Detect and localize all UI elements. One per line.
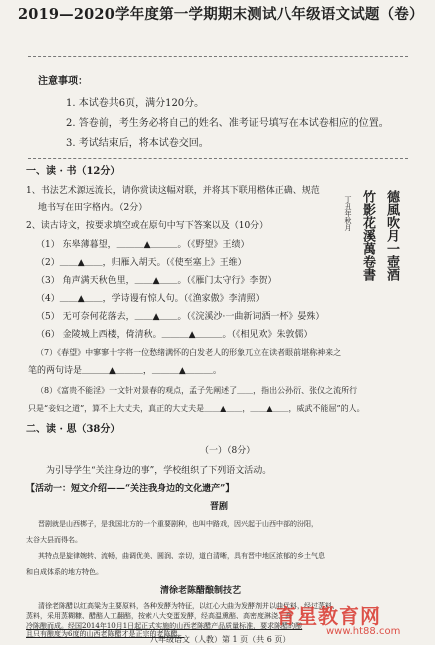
exam-title: 2019—2020学年度第一学期期末测试八年级语文试题（卷） [18,6,424,23]
article-1-line: 其特点是旋律婉转、流畅，曲调优美、圆润、亲切，道白清晰，具有晋中地区浓郁的乡土气息 [38,552,325,560]
section1-heading: 一、读 · 书（12分） [26,166,121,177]
watermark-logo: 育星教育网 [276,604,381,628]
question-1-line: 1、书法艺术源远流长，请你赏读这幅对联，并将其下联用楷体正确、规范 [26,186,320,196]
article-2-line: 冷陈酿而成。经国2014年10月1日起正式实施的山西老陈醋产品质量标准，要求陈醋的酿 [26,622,303,630]
couplet-lower: 竹影花溪萬卷書 [360,190,375,281]
calligraphy-couplet [322,190,414,290]
page-footer: 八年级语文（人教）第 1 页（共 6 页） [150,635,291,644]
watermark-url: www.ht88.com [326,626,401,637]
notice-item: 1. 本试卷共6页，满分120分。 [66,98,205,109]
notice-divider [28,158,408,159]
question-2: 2、读古诗文，按要求填空或在原句中写下答案以及（10分） [26,221,269,231]
question-1-line: 地书写在田字格内。（2分） [38,203,148,213]
poem-line: （1） 东皋薄暮望，＿＿＿▲＿＿＿。（《野望》王绩） [36,240,250,250]
poem-line: （3） 角声满天秋色里，＿＿▲＿＿。（《雁门太守行》李贺） [36,276,277,286]
article-1-line: 太谷大县而得名。 [26,536,82,544]
article-2-title: 清徐老陈醋酿制技艺 [160,586,242,596]
poem-line: （5） 无可奈何花落去，＿＿▲＿＿。（《浣溪沙·一曲新词酒一杯》晏殊） [36,312,325,322]
poem-line: （2）＿＿▲＿＿，归雁入胡天。（《使至塞上》王维） [36,258,247,268]
article-1-line: 晋剧就是山西梆子，是我国北方的一个重要剧种，也叫中路戏，因兴起于山西中部的汾阳， [38,520,318,528]
section2-heading: 二、读 · 思（38分） [26,424,121,435]
article-1-line: 和自成体系的地方特色。 [26,568,103,576]
poem-line: 笔的两句诗是＿＿＿▲＿＿＿，＿＿＿▲＿＿＿。 [28,366,222,376]
couplet-inscription: 丁丑年秋月 [344,196,352,231]
notice-item: 2. 答卷前，考生务必将自己的姓名、准考证号填写在本试卷相应的位置。 [66,118,389,129]
poem-line: （8）《富贵不能淫》一文针对景春的观点，孟子先阐述了＿＿，指出公孙衍、张仪之流所行 [36,386,358,395]
article-2-line: 蒸料，采用蒸糊糠、醋醅人工翻醅，按索八大变蛋发酵，经高温熏醅、高密度淋浇、高 [26,612,292,620]
top-divider [28,56,408,57]
poem-line: （7）《春望》中寥寥十字将一位愁绪满怀的白发老人的形象兀立在读者眼前堪称神来之 [36,348,342,357]
poem-line: （6） 金陵城上西楼，倚清秋。＿＿＿▲＿＿＿。（《相见欢》朱敦儒） [36,330,313,340]
article-2-line: 且只有酿度为6度的山西老陈醋才是正宗的老陈醋。 [26,630,185,638]
poem-line: 只是“妾妇之道”，算不上大丈夫，真正的大丈夫是＿＿▲＿＿，＿＿▲＿＿，威武不能屈”的人。 [28,404,365,413]
couplet-upper: 德風吹月一壺酒 [384,190,399,281]
notice-heading: 注意事项： [38,76,88,87]
article-2-line: 清徐老陈醋以红高粱为主要原料，各种发酵为特征，以红心大曲为发酵剂并以曲代料，经过蒸料、 [38,602,339,610]
notice-item: 3. 考试结束后，将本试卷交回。 [66,138,209,149]
article-1-title: 晋剧 [210,502,229,512]
section2-subheading: （一）（8分） [200,446,256,456]
poem-line: （4）＿＿▲＿＿，学诗谩有惊人句。（《渔家傲》李清照） [36,294,265,304]
activity-1-heading: 【活动一：短文介绍——“关注我身边的文化遗产”】 [26,484,235,494]
section2-intro: 为引导学生“关注身边的事”，学校组织了下列语文活动。 [46,466,272,476]
